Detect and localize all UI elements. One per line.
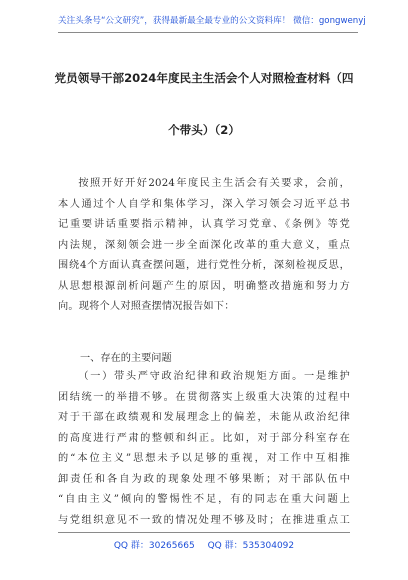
header-banner: 关注头条号“公文研究”，获得最新最全最专业的公文资料库！ 微信：gongwenyj xyxy=(58,14,358,33)
text-line: 围绕4个方面认真查摆问题，进行党性分析，深刻检视反思， xyxy=(58,260,350,271)
footer-divider xyxy=(58,532,350,533)
text-line: 卸责任和各自为政的现象处理不够果断；对干部队伍中 xyxy=(58,473,350,485)
text-line: 的“本位主义”思想未予以足够的重视，对工作中互相推 xyxy=(58,453,350,464)
intro-paragraph xyxy=(58,174,350,318)
text-line: 本人通过个人自学和集体学习，深入学习领会习近平总书 xyxy=(58,198,350,210)
footer-qq-group-1: QQ 群：30265665 xyxy=(113,541,195,551)
text-line: “自由主义”倾向的警惕性不足，有的同志在重大问题上 xyxy=(58,494,350,505)
text-line: 记重要讲话重要指示精神，认真学习党章、《条例》等党 xyxy=(58,219,350,230)
text-line: 内法规，深刻领会进一步全面深化改革的重大意义，重点 xyxy=(58,239,350,251)
text-line: 对于干部在政绩观和发展理念上的偏差，未能从政治纪律 xyxy=(58,412,350,423)
text-line: 从思想根源剖析问题产生的原因，明确整改措施和努力方 xyxy=(58,280,350,292)
document-title-line-2: 个带头）（2） xyxy=(168,123,240,137)
footer-qq-group-2: QQ 群：535304092 xyxy=(207,541,295,551)
text-line: 与党组织意见不一致的情况处理不够及时；在推进重点工 xyxy=(58,514,350,526)
body-paragraph xyxy=(58,367,350,531)
section-heading: 一、存在的主要问题 xyxy=(80,353,172,364)
text-line: 向。现将个人对照查摆情况报告如下： xyxy=(58,301,235,312)
text-line: 的高度进行严肃的整顿和纠正。比如，对于部分科室存在 xyxy=(58,432,350,444)
text-line: 按照开好开好2024年度民主生活会有关要求，会前， xyxy=(78,178,350,189)
document-title-line-1: 党员领导干部2024年度民主生活会个人对照检查材料（四 xyxy=(54,71,354,85)
text-line: 团结统一的举措不够。在贯彻落实上级重大决策的过程中 xyxy=(58,391,350,403)
text-line: （一）带头严守政治纪律和政治规矩方面。一是维护 xyxy=(78,371,350,382)
footer xyxy=(0,538,408,551)
